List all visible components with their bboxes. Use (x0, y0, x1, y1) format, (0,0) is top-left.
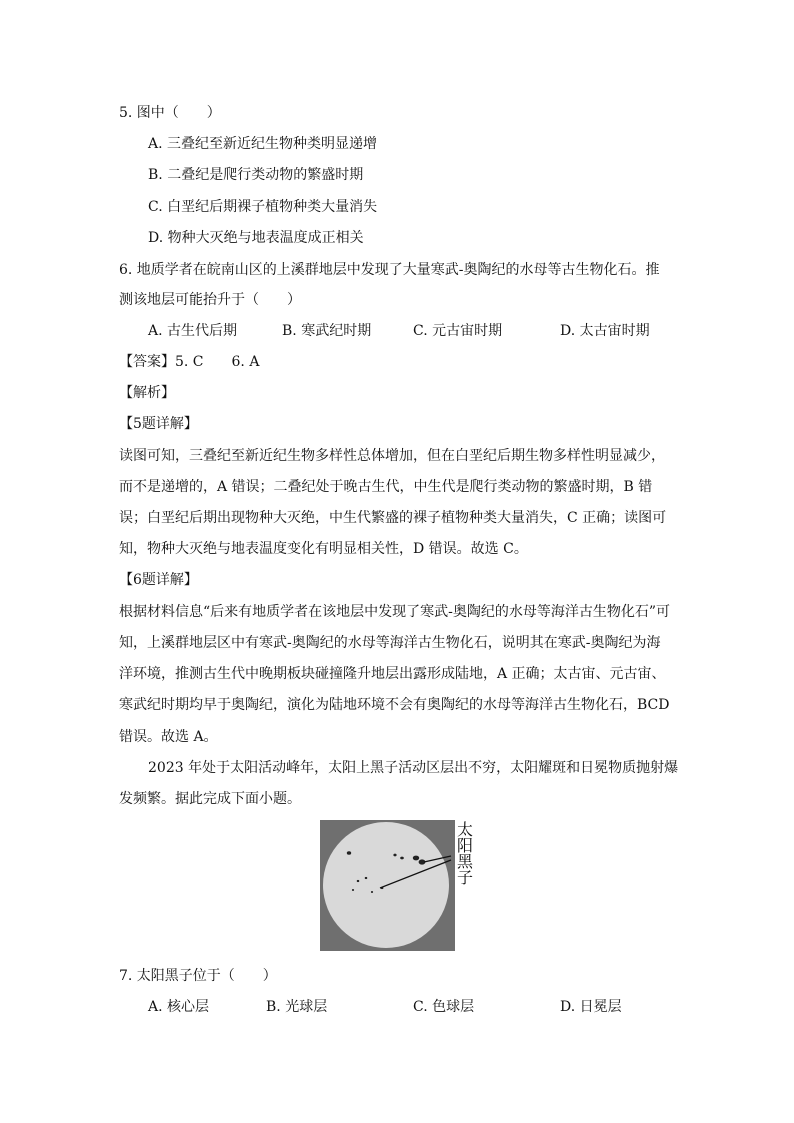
detail6-line-1: 根据材料信息“后来有地质学者在该地层中发现了寒武-奥陶纪的水母等海洋古生物化石”可 (119, 604, 671, 620)
detail6-line-2: 知，上溪群地层区中有寒武-奥陶纪的水母等海洋古生物化石，说明其在寒武-奥陶纪为海 (119, 635, 661, 651)
q6-option-c: C. 元古宙时期 (413, 323, 503, 339)
q6-option-b: B. 寒武纪时期 (282, 323, 372, 339)
q6-stem-line-2: 测该地层可能抬升于（ ） (119, 292, 301, 308)
sun-image (320, 820, 472, 951)
passage-line-2: 发频繁。据此完成下面小题。 (119, 791, 301, 807)
detail5-heading: 【5题详解】 (119, 416, 198, 432)
sunspot (371, 891, 373, 893)
q5-option-d: D. 物种大灭绝与地表温度成正相关 (148, 230, 364, 246)
analysis-heading: 【解析】 (119, 385, 175, 401)
sunspot (352, 889, 354, 891)
q6-option-a: A. 古生代后期 (148, 323, 238, 339)
answer-line: 【答案】5. C 6. A (119, 354, 260, 370)
sunspot (365, 877, 368, 879)
passage-line-1: 2023 年处于太阳活动峰年，太阳上黑子活动区层出不穷，太阳耀斑和日冕物质抛射爆 (148, 760, 679, 776)
q5-option-a: A. 三叠纪至新近纪生物种类明显递增 (148, 136, 378, 152)
detail6-heading: 【6题详解】 (119, 572, 198, 588)
q7-option-a: A. 核心层 (148, 999, 210, 1015)
sunspot (393, 854, 396, 857)
q6-stem-line-1: 6. 地质学者在皖南山区的上溪群地层中发现了大量寒武-奥陶纪的水母等古生物化石。推 (119, 262, 660, 278)
sunspot (357, 880, 360, 882)
q5-option-c: C. 白垩纪后期裸子植物种类大量消失 (148, 199, 378, 215)
q7-option-c: C. 色球层 (413, 999, 475, 1015)
detail5-line-3: 误；白垩纪后期出现物种大灭绝，中生代繁盛的裸子植物种类大量消失，C 正确；读图可 (119, 510, 667, 526)
q7-stem: 7. 太阳黑子位于（ ） (119, 968, 277, 984)
sunspot-figure (320, 820, 472, 951)
detail5-line-4: 知，物种大灭绝与地表温度变化有明显相关性，D 错误。故选 C。 (119, 541, 528, 557)
sunspot-label-char: 阳 (456, 836, 473, 855)
detail6-line-5: 错误。故选 A。 (119, 729, 218, 745)
sunspot (413, 856, 419, 861)
q6-option-d: D. 太古宙时期 (560, 323, 650, 339)
detail5-line-2: 而不是递增的，A 错误；二叠纪处于晚古生代，中生代是爬行类动物的繁盛时期，B 错 (119, 479, 653, 495)
detail5-line-1: 读图可知，三叠纪至新近纪生物多样性总体增加，但在白垩纪后期生物多样性明显减少， (119, 448, 665, 464)
q5-option-b: B. 二叠纪是爬行类动物的繁盛时期 (148, 167, 364, 183)
sunspot-label-char: 子 (456, 868, 473, 887)
detail6-line-3: 洋环境，推测古生代中晚期板块碰撞隆升地层出露形成陆地，A 正确；太古宙、元古宙、 (119, 666, 666, 682)
q7-option-d: D. 日冕层 (560, 999, 622, 1015)
sunspot-label-char: 黑 (456, 852, 473, 871)
sunspot (400, 857, 404, 860)
sunspot-label-char: 太 (456, 820, 473, 839)
sunspot-label (456, 822, 474, 886)
q5-stem: 5. 图中（ ） (119, 105, 221, 121)
detail6-line-4: 寒武纪时期均早于奥陶纪，演化为陆地环境不会有奥陶纪的水母等海洋古生物化石，BCD (119, 697, 670, 713)
q7-option-b: B. 光球层 (266, 999, 328, 1015)
sunspot (347, 851, 351, 855)
